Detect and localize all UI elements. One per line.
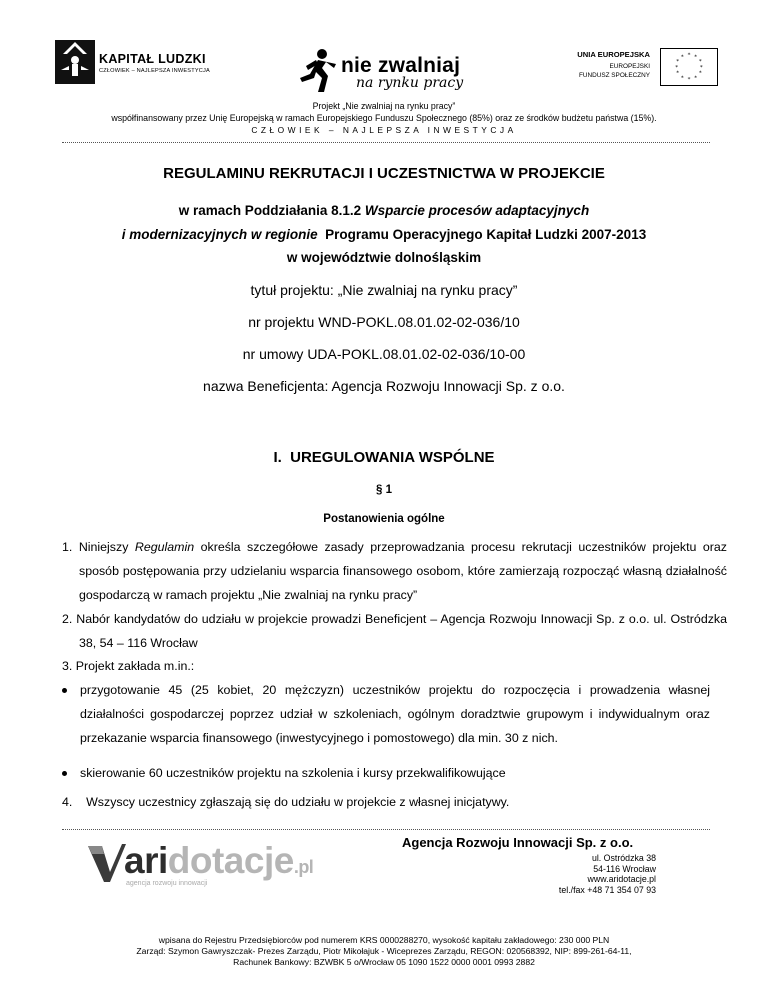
- running-figure-icon: [296, 48, 338, 94]
- list-item-4: 4. Wszyscy uczestnicy zgłaszają się do udziału w projekcie z własnej inicjatywy.: [62, 795, 510, 809]
- aridotacje-v-icon: [88, 842, 126, 882]
- footer-bank: Rachunek Bankowy: BZWBK 5 o/Wrocław 05 1090 1522 0000 0001 0993 2882: [233, 957, 535, 967]
- aridotacje-word-dotacje: dotacje: [167, 840, 294, 881]
- bullet-icon: [62, 688, 67, 693]
- project-line-3: CZŁOWIEK – NAJLEPSZA INWESTYCJA: [251, 125, 517, 135]
- list-item-1-prefix: 1. Niniejszy: [62, 540, 135, 554]
- svg-text:*: *: [694, 54, 698, 61]
- footer-registry: wpisana do Rejestru Przedsiębiorców pod numerem KRS 0000288270, wysokość kapitału zakładowego: 230 000 PLN: [158, 935, 610, 945]
- project-line-1: Projekt „Nie zwalniaj na rynku pracy”: [312, 101, 456, 111]
- svg-text:*: *: [687, 77, 691, 84]
- subtitle-line-2-suffix: Programu Operacyjnego Kapitał Ludzki 2007-2013: [317, 227, 647, 242]
- svg-text:*: *: [676, 59, 680, 66]
- ue-subtitle-line1: EUROPEJSKI: [609, 63, 650, 70]
- aridotacje-word-pl: .pl: [293, 857, 314, 877]
- svg-text:*: *: [680, 54, 684, 61]
- bullet-item-1-text: przygotowanie 45 (25 kobiet, 20 mężczyzn) uczestników projektu do rozpoczęcia i prowadzenia własnej działalności gospodarczej poprzez udział w szkoleniach, ogólnym doradztwie grupowym i indywidualnym oraz przekazanie wsparcia finansowego (inwestycyjnego i pomostowego) dla min. 30 z nich.: [80, 683, 710, 745]
- svg-text:*: *: [699, 64, 703, 71]
- svg-text:*: *: [676, 70, 680, 77]
- ue-title: UNIA EUROPEJSKA: [577, 50, 650, 59]
- footer-board: Zarząd: Szymon Gawryszczak- Prezes Zarządu, Piotr Mikołajuk - Wiceprezes Zarządu, REGON: 020568392, NIP: 899-261-64-11,: [136, 946, 632, 956]
- subtitle-line-1-italic: Wsparcie procesów adaptacyjnych: [364, 203, 590, 218]
- project-number: nr projektu WND-POKL.08.01.02-02-036/10: [248, 314, 520, 330]
- bullet-item-2: [62, 761, 710, 785]
- bullet-icon: [62, 771, 67, 776]
- svg-text:*: *: [687, 52, 691, 59]
- aridotacje-word-ari: ari: [124, 840, 168, 881]
- svg-text:*: *: [680, 75, 684, 82]
- list-item-1: [62, 535, 727, 607]
- beneficiary-name: nazwa Beneficjenta: Agencja Rozwoju Innowacji Sp. z o.o.: [203, 378, 565, 394]
- subtitle-line-1-prefix: w ramach Poddziałania 8.1.2: [178, 203, 365, 218]
- eu-flag-icon: [660, 48, 718, 86]
- ue-efs-logo: [548, 48, 718, 94]
- ue-subtitle: [579, 62, 650, 80]
- paragraph-mark: § 1: [376, 484, 392, 496]
- nie-zwalniaj-logo: [296, 48, 466, 98]
- agreement-number: nr umowy UDA-POKL.08.01.02-02-036/10-00: [242, 346, 526, 362]
- document-title: REGULAMINU REKRUTACJI I UCZESTNICTWA W PROJEKCIE: [163, 165, 605, 182]
- footer-divider: [62, 829, 710, 830]
- list-item-1-italic: Regulamin: [134, 540, 195, 554]
- svg-text:*: *: [675, 64, 679, 71]
- company-city: 54-116 Wrocław: [593, 863, 656, 874]
- bullet-item-1: [62, 678, 710, 750]
- list-item-2: 2. Nabór kandydatów do udziału w projekcie prowadzi Beneficjent – Agencja Rozwoju Innowacji Sp. z o.o. ul. Ostródzka 38, 54 – 116 Wrocław: [62, 612, 727, 650]
- kapital-ludzki-logo: [55, 40, 255, 90]
- svg-text:*: *: [698, 70, 702, 77]
- project-line-2: współfinansowany przez Unię Europejską w ramach Europejskiego Funduszu Społecznego (85%) oraz ze środków budżetu państwa (15%).: [111, 113, 657, 123]
- company-street: ul. Ostródzka 38: [591, 853, 656, 863]
- section-heading: I. UREGULOWANIA WSPÓLNE: [273, 449, 495, 466]
- nie-zwalniaj-title: nie zwalniaj: [341, 54, 461, 77]
- subtitle-line-3: w województwie dolnośląskim: [286, 250, 482, 265]
- subsection-heading: Postanowienia ogólne: [323, 513, 445, 525]
- list-item-1-text: określa szczegółowe zasady przeprowadzania procesu rekrutacji uczestników projektu oraz sposób postępowania przy udzielaniu wsparcia finansowego osobom, które zamierzają rozpocząć własną działalność gospodarczą w ramach projektu „Nie zwalniaj na rynku pracy”: [79, 540, 728, 602]
- company-website: www.aridotacje.pl: [587, 874, 656, 884]
- company-name: Agencja Rozwoju Innowacji Sp. z o.o.: [402, 835, 634, 850]
- company-phone: tel./fax +48 71 354 07 93: [558, 884, 656, 895]
- svg-text:*: *: [698, 59, 702, 66]
- bullet-item-2-text: skierowanie 60 uczestników projektu na szkolenia i kursy przekwalifikowujące: [80, 766, 506, 780]
- aridotacje-tagline: agencja rozwoju innowacji: [126, 880, 208, 887]
- subtitle-line-2-italic: i modernizacyjnych w regionie: [121, 227, 318, 242]
- aridotacje-wordmark: [124, 840, 313, 882]
- ue-subtitle-line2: FUNDUSZ SPOŁECZNY: [578, 72, 650, 79]
- svg-text:*: *: [694, 75, 698, 82]
- kapital-ludzki-subtitle: CZŁOWIEK – NAJLEPSZA INWESTYCJA: [99, 68, 210, 74]
- subtitle-line-1: [0, 203, 768, 218]
- kapital-ludzki-title: KAPITAŁ LUDZKI: [99, 52, 206, 66]
- nie-zwalniaj-subtitle: na rynku pracy: [356, 75, 464, 91]
- project-title: tytuł projektu: „Nie zwalniaj na rynku pracy”: [250, 282, 518, 298]
- subtitle-line-2: [0, 227, 768, 242]
- list-item-3: 3. Projekt zakłada m.in.:: [62, 659, 195, 673]
- header-divider: [62, 142, 710, 143]
- aridotacje-logo: [88, 838, 328, 894]
- kapital-ludzki-emblem-icon: [55, 40, 95, 84]
